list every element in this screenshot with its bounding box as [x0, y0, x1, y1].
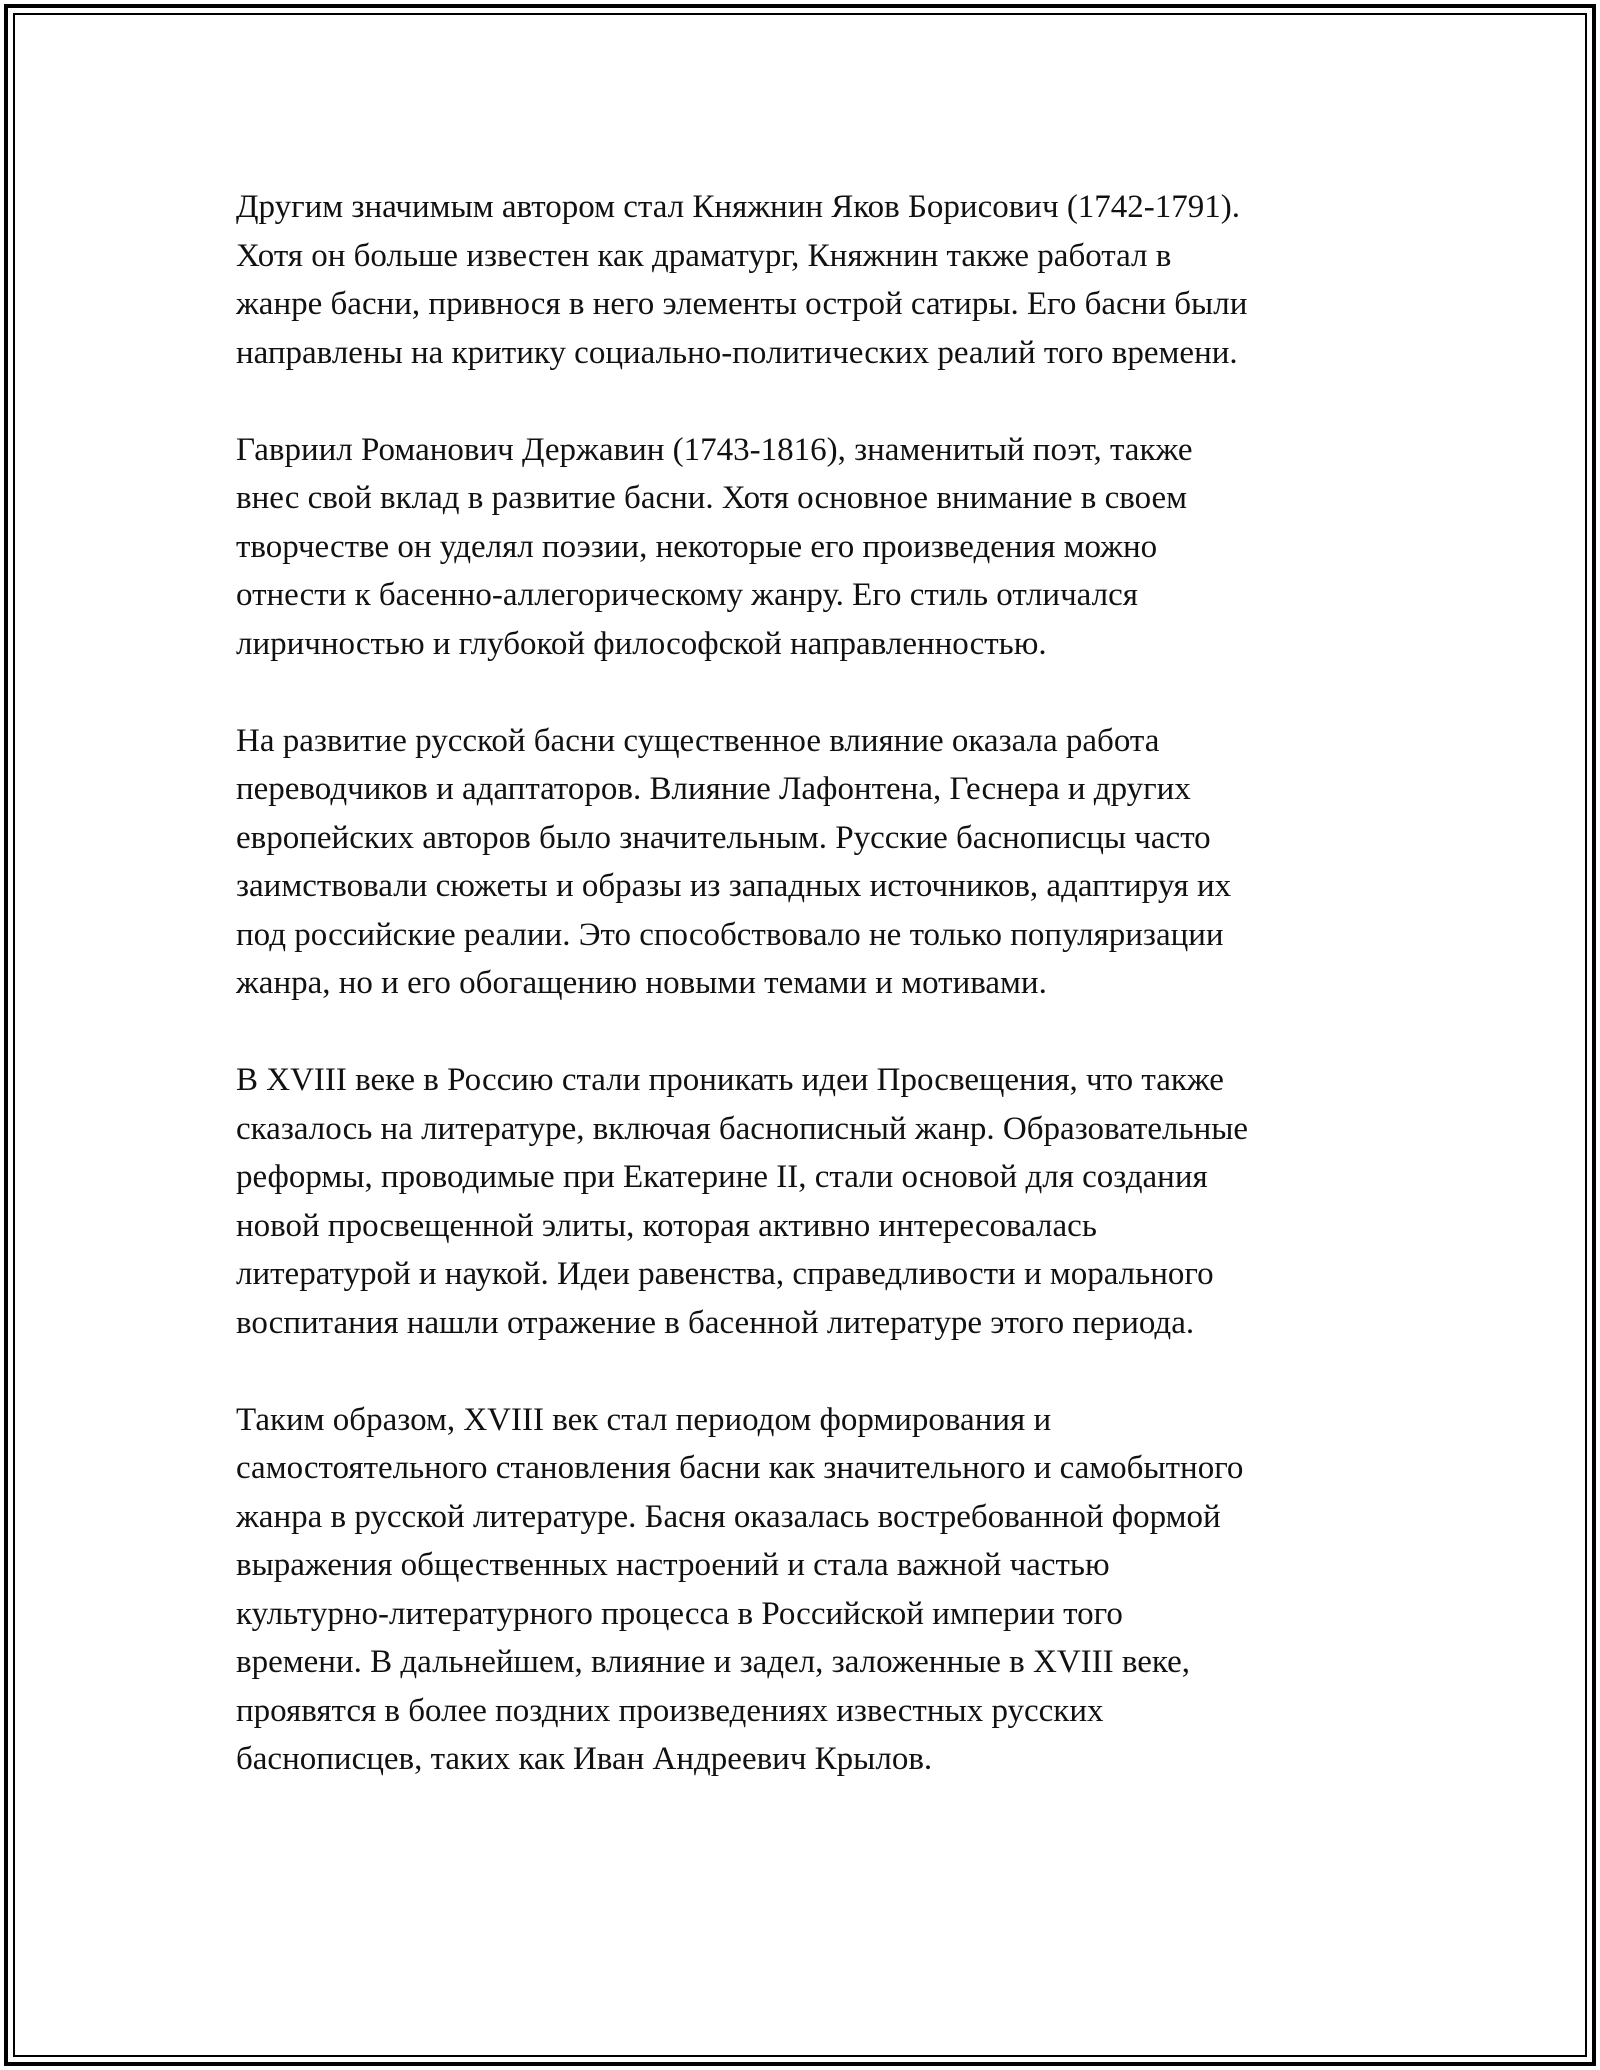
text-line: новой просвещенной элиты, которая активно интересовалась	[236, 1207, 1097, 1244]
paragraph-conclusion	[236, 1396, 1376, 1784]
text-line: внес свой вклад в развитие басни. Хотя основное внимание в своем	[236, 480, 1188, 516]
text-line: заимствовали сюжеты и образы из западных источников, адаптируя их	[236, 868, 1232, 904]
document-body	[236, 183, 1376, 1832]
paragraph-enlightenment	[236, 1056, 1376, 1347]
text-line: жанра, но и его обогащению новыми темами и мотивами.	[236, 965, 1047, 1001]
text-line: Таким образом, XVIII век стал периодом формирования и	[236, 1401, 1052, 1438]
text-line: жанре басни, привнося в него элементы острой сатиры. Его басни были	[236, 286, 1248, 322]
text-line: времени. В дальнейшем, влияние и задел, заложенные в XVIII веке,	[236, 1644, 1191, 1680]
text-line: реформы, проводимые при Екатерине II, стали основой для создания	[236, 1159, 1208, 1195]
text-line: В XVIII веке в Россию стали проникать идеи Просвещения, что также	[236, 1062, 1224, 1098]
text-line: Хотя он больше известен как драматург, Княжнин также работал в	[236, 237, 1172, 274]
paragraph-knyazhnin	[236, 183, 1376, 377]
text-line: культурно-литературного процесса в Российской империи того	[236, 1595, 1123, 1632]
text-line: воспитания нашли отражение в басенной литературе этого периода.	[236, 1304, 1195, 1341]
text-line: литературой и наукой. Идеи равенства, справедливости и морального	[236, 1256, 1214, 1292]
text-line: На развитие русской басни существенное влияние оказала работа	[236, 722, 1160, 759]
text-line: переводчиков и адаптаторов. Влияние Лафонтена, Геснера и других	[236, 771, 1191, 807]
paragraph-derzhavin	[236, 426, 1376, 669]
text-line: творчестве он уделял поэзии, некоторые его произведения можно	[236, 528, 1158, 565]
text-line: Гавриил Романович Державин (1743-1816), знаменитый поэт, также	[236, 431, 1193, 468]
text-line: европейских авторов было значительным. Русские баснописцы часто	[236, 819, 1211, 856]
text-line: отнести к басенно-аллегорическому жанру. Его стиль отличался	[236, 577, 1138, 613]
text-line: баснописцев, таких как Иван Андреевич Крылов.	[236, 1741, 933, 1777]
text-line: Другим значимым автором стал Княжнин Яков Борисович (1742-1791).	[236, 189, 1241, 225]
text-line: самостоятельного становления басни как значительного и самобытного	[236, 1450, 1244, 1486]
text-line: жанра в русской литературе. Басня оказалась востребованной формой	[236, 1498, 1221, 1535]
text-line: под российские реалии. Это способствовало не только популяризации	[236, 916, 1224, 953]
text-line: проявятся в более поздних произведениях известных русских	[236, 1692, 1104, 1729]
text-line: лиричностью и глубокой философской направленностью.	[236, 625, 1047, 662]
paragraph-translators	[236, 717, 1376, 1008]
text-line: направлены на критику социально-политических реалий того времени.	[236, 334, 1238, 371]
text-line: сказалось на литературе, включая баснописный жанр. Образовательные	[236, 1110, 1249, 1147]
text-line: выражения общественных настроений и стала важной частью	[236, 1547, 1110, 1583]
